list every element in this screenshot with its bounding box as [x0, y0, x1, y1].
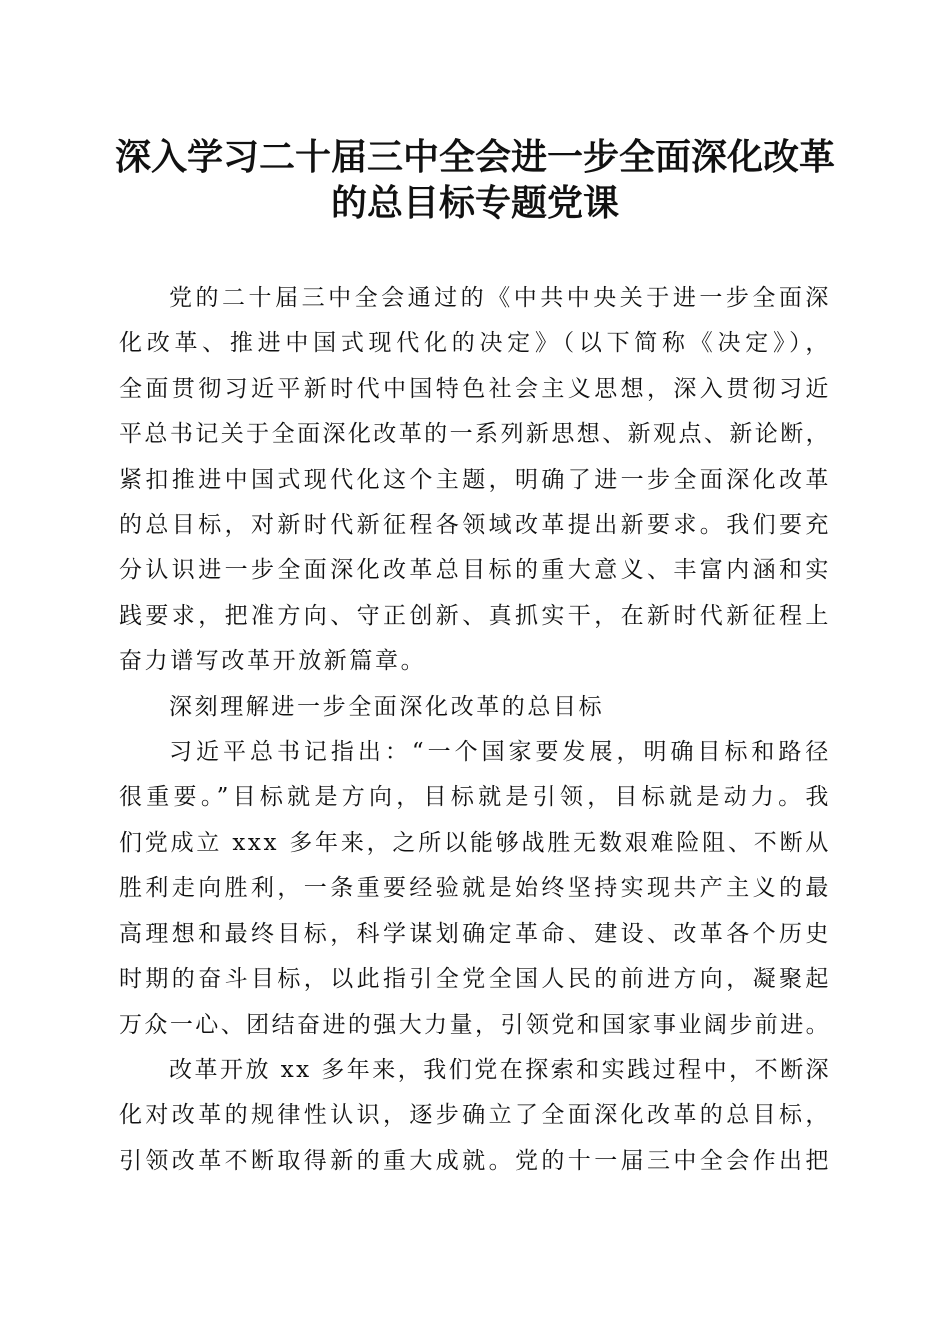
text-line: 奋力谱写改革开放新篇章。	[119, 648, 427, 675]
quote-paragraph	[119, 730, 831, 1048]
text-line: 党的二十届三中全会通过的《中共中央关于进一步全面深	[169, 285, 831, 311]
section-heading	[119, 685, 831, 730]
text-line: 平总书记关于全面深化改革的一系列新思想、新观点、新论断，	[119, 421, 831, 448]
text-line: 胜利走向胜利，一条重要经验就是始终坚持实现共产主义的最	[119, 875, 831, 902]
text-line: 们党成立 xxx 多年来，之所以能够战胜无数艰难险阻、不断从	[119, 829, 831, 856]
text-line: 时期的奋斗目标，以此指引全党全国人民的前进方向，凝聚起	[119, 966, 831, 993]
title-line: 深入学习二十届三中全会进一步全面深化改革	[114, 136, 835, 178]
text-line: 改革开放 xx 多年来，我们党在探索和实践过程中，不断深	[169, 1056, 831, 1083]
document-title	[100, 134, 850, 226]
text-line: 很重要。”目标就是方向，目标就是引领，目标就是动力。我	[119, 784, 831, 811]
text-line: 引领改革不断取得新的重大成就。党的十一届三中全会作出把	[119, 1147, 831, 1174]
text-line: 紧扣推进中国式现代化这个主题，明确了进一步全面深化改革	[119, 466, 831, 493]
text-line: 化改革、推进中国式现代化的决定》（以下简称《决定》），	[119, 330, 831, 357]
text-line: 高理想和最终目标，科学谋划确定革命、建设、改革各个历史	[119, 920, 831, 947]
text-line: 的总目标，对新时代新征程各领域改革提出新要求。我们要充	[119, 512, 831, 539]
text-line: 全面贯彻习近平新时代中国特色社会主义思想，深入贯彻习近	[119, 375, 831, 402]
text-line: 万众一心、团结奋进的强大力量，引领党和国家事业阔步前进。	[119, 1011, 831, 1038]
reform-paragraph	[119, 1048, 831, 1184]
text-line: 习近平总书记指出：“一个国家要发展，明确目标和路径	[169, 739, 831, 766]
text-line: 化对改革的规律性认识，逐步确立了全面深化改革的总目标，	[119, 1102, 831, 1129]
text-line: 分认识进一步全面深化改革总目标的重大意义、丰富内涵和实	[119, 557, 831, 584]
section-heading-text: 深刻理解进一步全面深化改革的总目标	[169, 693, 605, 720]
intro-paragraph	[119, 276, 831, 685]
document-body	[119, 276, 831, 1184]
title-line: 的总目标专题党课	[330, 182, 619, 224]
text-line: 践要求，把准方向、守正创新、真抓实干，在新时代新征程上	[119, 602, 831, 629]
